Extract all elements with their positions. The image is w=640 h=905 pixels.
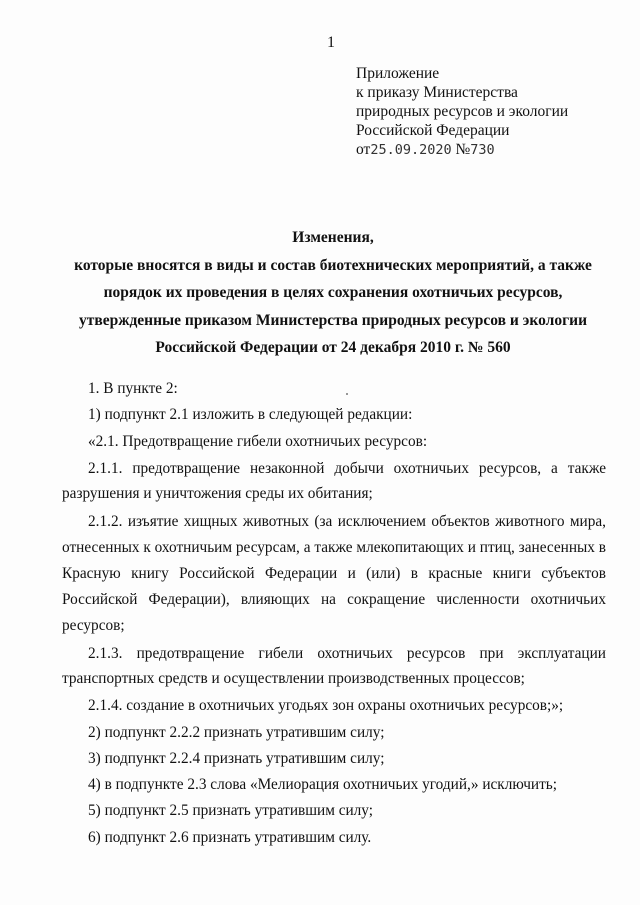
page-number: 1 bbox=[327, 34, 335, 51]
paragraph: 6) подпункт 2.6 признать утратившим силу. bbox=[88, 829, 372, 846]
heading-line: которые вносятся в виды и состав биотехнических мероприятий, а также bbox=[74, 256, 592, 274]
paragraph-line: отнесенных к охотничьим ресурсам, а также млекопитающих и птиц, занесенных в bbox=[62, 539, 606, 556]
heading-line: утвержденные приказом Министерства природных ресурсов и экологии bbox=[78, 311, 588, 329]
paragraph-line: разрушения и уничтожения среды их обитания; bbox=[62, 485, 373, 502]
scan-speck bbox=[346, 393, 348, 395]
paragraph-line: Красную книгу Российской Федерации и (или) в красные книги субъектов bbox=[62, 565, 606, 582]
annex-line: к приказу Министерства bbox=[356, 84, 518, 101]
annex-block bbox=[356, 64, 568, 160]
paragraph: 5) подпункт 2.5 признать утратившим силу; bbox=[88, 802, 374, 819]
paragraph: 2.1.4. создание в охотничьих угодьях зон охраны охотничьих ресурсов;»; bbox=[88, 697, 564, 714]
order-date: 25.09.2020 bbox=[370, 142, 452, 158]
heading-title: Изменения, bbox=[292, 229, 374, 246]
paragraph: «2.1. Предотвращение гибели охотничьих ресурсов: bbox=[88, 433, 428, 450]
heading-line: порядок их проведения в целях сохранения охотничьих ресурсов, bbox=[103, 284, 563, 301]
paragraph: 1) подпункт 2.1 изложить в следующей редакции: bbox=[88, 406, 413, 423]
number-label: № bbox=[455, 141, 471, 158]
paragraph-line: транспортных средств и осуществлении производственных процессов; bbox=[62, 670, 525, 687]
paragraph-line: 2.1.3. предотвращение гибели охотничьих ресурсов при эксплуатации bbox=[88, 645, 606, 662]
paragraph-line: 2.1.2. изъятие хищных животных (за исключением объектов животного мира, bbox=[88, 513, 606, 530]
annex-line: Российской Федерации bbox=[356, 122, 510, 139]
annex-line: природных ресурсов и экологии bbox=[356, 103, 569, 120]
paragraph: 4) в подпункте 2.3 слова «Мелиорация охотничьих угодий,» исключить; bbox=[88, 776, 558, 793]
document-heading bbox=[50, 224, 616, 362]
paragraph: 2) подпункт 2.2.2 признать утратившим силу; bbox=[88, 724, 385, 741]
heading-line: Российской Федерации от 24 декабря 2010 г. № 560 bbox=[155, 339, 511, 356]
order-number: 730 bbox=[470, 142, 495, 158]
paragraph-line: 2.1.1. предотвращение незаконной добычи охотничьих ресурсов, а также bbox=[88, 460, 606, 477]
annex-line: Приложение bbox=[356, 65, 440, 82]
paragraph: 3) подпункт 2.2.4 признать утратившим силу; bbox=[88, 750, 385, 767]
paragraph-line: ресурсов; bbox=[62, 617, 125, 634]
paragraph: 1. В пункте 2: bbox=[88, 380, 178, 397]
paragraph-line: Российской Федерации), влияющих на сокращение численности охотничьих bbox=[62, 591, 606, 608]
annex-date-line bbox=[356, 140, 568, 160]
date-prefix: от bbox=[356, 141, 371, 158]
